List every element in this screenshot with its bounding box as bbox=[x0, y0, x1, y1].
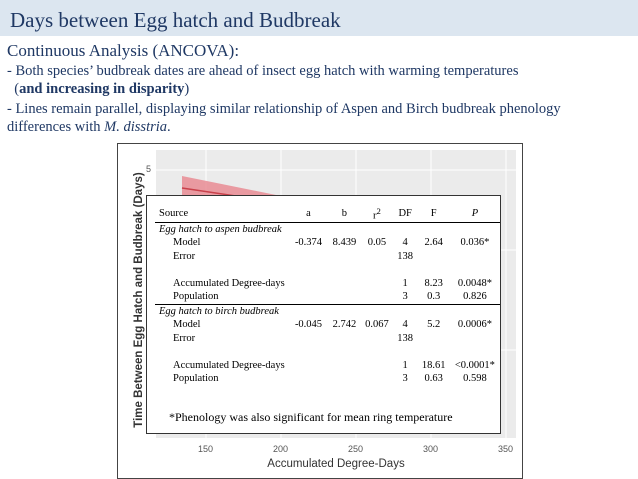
cell-source: Model bbox=[173, 319, 201, 331]
cell-b bbox=[328, 250, 361, 264]
cell-df: 138 bbox=[397, 332, 414, 344]
cell-f bbox=[418, 345, 450, 359]
table-note: *Phenology was also significant for mean ring temperature bbox=[169, 410, 453, 424]
cell-r2 bbox=[361, 290, 393, 304]
cell-df: 3 bbox=[402, 373, 408, 385]
cell-df: 1 bbox=[402, 277, 408, 289]
table-row bbox=[155, 372, 500, 386]
cell-r2 bbox=[361, 277, 393, 291]
y-axis-label: Time Between Egg Hatch and Budbreak (Days) bbox=[133, 172, 145, 428]
header-f: F bbox=[418, 206, 450, 222]
cell-r2 bbox=[361, 250, 393, 264]
cell-a bbox=[289, 277, 327, 291]
x-tick-label: 200 bbox=[273, 444, 289, 454]
cell-df: 138 bbox=[397, 250, 414, 262]
header-r2-base: r bbox=[372, 210, 377, 222]
cell-b bbox=[328, 345, 361, 359]
cell-a bbox=[289, 250, 327, 264]
cell-b bbox=[328, 263, 361, 277]
x-tick-label: 350 bbox=[498, 444, 514, 454]
cell-b bbox=[328, 372, 361, 386]
bullet-2-lead: differences with bbox=[7, 119, 105, 135]
cell-f bbox=[418, 250, 450, 264]
header-p: P bbox=[450, 206, 500, 222]
x-axis-label: Accumulated Degree-Days bbox=[267, 458, 405, 470]
cell-a bbox=[289, 263, 327, 277]
bullet-1-continued bbox=[7, 81, 189, 98]
bullet-2-period: . bbox=[167, 119, 171, 135]
cell-b bbox=[328, 359, 361, 373]
cell-p bbox=[450, 345, 500, 359]
cell-p bbox=[450, 250, 500, 264]
table-row bbox=[155, 250, 500, 264]
bullet-1-emphasis: and increasing in disparity bbox=[19, 81, 185, 97]
cell-p: 0.036* bbox=[460, 237, 490, 249]
table-row bbox=[155, 345, 500, 359]
cell-source: Population bbox=[173, 373, 219, 385]
table-row bbox=[155, 359, 500, 373]
section-title: Egg hatch to aspen budbreak bbox=[155, 222, 500, 236]
cell-f: 8.23 bbox=[424, 277, 443, 289]
x-tick-label: 250 bbox=[348, 444, 364, 454]
cell-r2 bbox=[361, 359, 393, 373]
table-header-row bbox=[155, 206, 500, 222]
cell-source: Accumulated Degree-days bbox=[173, 277, 285, 289]
cell-f: 5.2 bbox=[427, 319, 441, 331]
cell-a bbox=[289, 359, 327, 373]
cell-p: <0.0001* bbox=[454, 359, 495, 371]
cell-source: Population bbox=[173, 291, 219, 303]
table-body bbox=[155, 222, 500, 386]
species-name: M. disstria bbox=[104, 119, 168, 135]
table-row bbox=[155, 290, 500, 304]
cell-source: Accumulated Degree-days bbox=[173, 359, 285, 371]
cell-p: 0.598 bbox=[463, 373, 487, 385]
cell-df: 4 bbox=[402, 319, 408, 331]
cell-p: 0.0048* bbox=[457, 277, 492, 289]
bullet-2-continued bbox=[7, 119, 171, 136]
cell-r2 bbox=[361, 345, 393, 359]
slide-title: Days between Egg hatch and Budbreak bbox=[10, 8, 341, 32]
cell-r2 bbox=[361, 332, 393, 346]
slide-subtitle: Continuous Analysis (ANCOVA): bbox=[7, 41, 240, 60]
cell-f: 0.3 bbox=[427, 291, 441, 303]
cell-df: 3 bbox=[402, 291, 408, 303]
cell-df: 1 bbox=[402, 359, 408, 371]
cell-a bbox=[289, 290, 327, 304]
cell-df bbox=[393, 263, 418, 277]
cell-r2 bbox=[361, 263, 393, 277]
cell-source bbox=[155, 345, 289, 359]
cell-a: -0.045 bbox=[294, 319, 323, 331]
cell-a bbox=[289, 372, 327, 386]
bullet-1-open-paren: ( bbox=[14, 81, 20, 97]
cell-b bbox=[328, 277, 361, 291]
table-section-row bbox=[155, 304, 500, 318]
table-row bbox=[155, 263, 500, 277]
x-tick-label: 300 bbox=[423, 444, 439, 454]
cell-r2: 0.05 bbox=[367, 237, 387, 249]
cell-df: 4 bbox=[402, 237, 408, 249]
ancova-table-grid bbox=[155, 206, 500, 386]
header-b: b bbox=[328, 206, 361, 222]
cell-source: Model bbox=[173, 237, 201, 249]
header-df: DF bbox=[393, 206, 418, 222]
table-row bbox=[155, 332, 500, 346]
cell-source: Error bbox=[173, 332, 196, 344]
cell-a bbox=[289, 345, 327, 359]
cell-f: 0.63 bbox=[424, 373, 443, 385]
cell-b bbox=[328, 332, 361, 346]
cell-b: 2.742 bbox=[332, 319, 357, 331]
cell-f bbox=[418, 332, 450, 346]
cell-source bbox=[155, 263, 289, 277]
cell-a: -0.374 bbox=[294, 237, 323, 249]
table-row bbox=[155, 318, 500, 332]
cell-r2 bbox=[361, 372, 393, 386]
ancova-table bbox=[146, 195, 501, 434]
cell-r2: 0.067 bbox=[365, 319, 389, 331]
header-r2-sup: 2 bbox=[376, 206, 381, 216]
x-tick-label: 150 bbox=[198, 444, 214, 454]
section-title: Egg hatch to birch budbreak bbox=[155, 304, 500, 318]
cell-p bbox=[450, 332, 500, 346]
cell-b: 8.439 bbox=[332, 237, 357, 249]
bullet-1: - Both species’ budbreak dates are ahead of insect egg hatch with warming temperatures bbox=[7, 63, 519, 79]
bullet-2: - Lines remain parallel, displaying similar relationship of Aspen and Birch budbreak phenology bbox=[7, 101, 561, 117]
cell-p: 0.0006* bbox=[457, 319, 492, 331]
bullet-1-close-paren: ) bbox=[184, 81, 190, 97]
header-a: a bbox=[289, 206, 327, 222]
cell-f: 2.64 bbox=[424, 237, 443, 249]
header-source: Source bbox=[155, 206, 289, 222]
cell-source: Error bbox=[173, 250, 196, 262]
table-row bbox=[155, 236, 500, 250]
table-row bbox=[155, 277, 500, 291]
cell-f: 18.61 bbox=[421, 359, 446, 371]
y-tick-label: 5 bbox=[146, 164, 152, 174]
cell-f bbox=[418, 263, 450, 277]
cell-p bbox=[450, 263, 500, 277]
cell-a bbox=[289, 332, 327, 346]
cell-b bbox=[328, 290, 361, 304]
table-section-row bbox=[155, 222, 500, 236]
cell-p: 0.826 bbox=[463, 291, 487, 303]
header-r2 bbox=[361, 206, 393, 222]
cell-df bbox=[393, 345, 418, 359]
